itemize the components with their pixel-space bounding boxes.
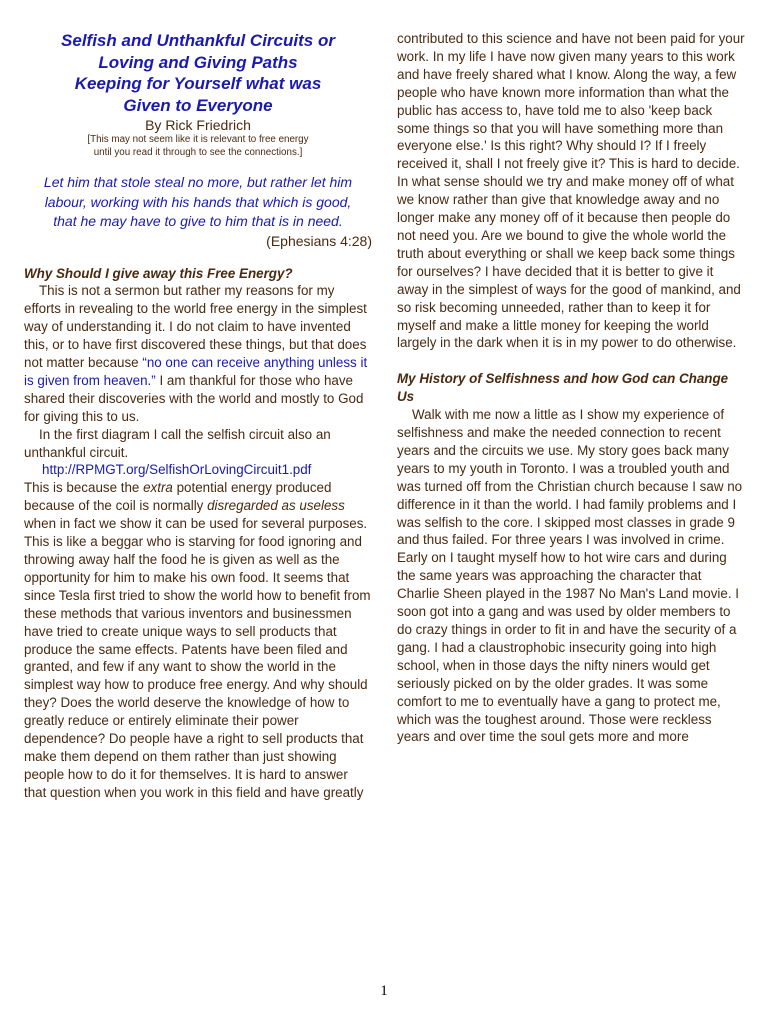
- verse-line: Let him that stole steal no more, but rather let him: [43, 174, 353, 190]
- title-line: Loving and Giving Paths: [98, 52, 298, 72]
- title-line: Keeping for Yourself what was: [74, 74, 322, 93]
- scripture-reference: (Ephesians 4:28): [266, 232, 372, 249]
- emphasis-text: disregarded as useless: [207, 498, 345, 514]
- editor-note: [24, 134, 372, 159]
- left-column: [24, 30, 372, 802]
- verse-line: that he may have to give to him that is in need.: [53, 213, 343, 229]
- paragraph-text: when in fact we show it can be used for several purposes. This is like a beggar who is starving for food ignoring and throwing away half the food he is given as well as the opportunity for him to make his own food. It seems that since Tesla first tried to show the world how to benefit from these methods that various inventors and businessmen have tried to create unique ways to sell products that produce the same effects. Patents have been filed and granted, and few if any want to show the world in the simplest way how to produce free energy. And why should they? Does the world deserve the knowledge of how to greatly reduce or entirely eliminate their power dependence? Do people have a right to sell products that make them depend on them rather than just showing people how to do it for themselves. It is hard to answer that question when you work in this field and have greatly: [24, 516, 371, 800]
- emphasis-text: extra: [143, 480, 173, 496]
- paragraph-text: This is not a sermon but rather my reasons for my efforts in revealing to the world free energy in the simplest way of understanding it. I do not claim to have invented this, or to have first discovered these things, but that does not matter because: [24, 283, 367, 371]
- paragraph-text: I am thankful for those who have shared their discoveries with the world and mostly to God for giving this to us.: [24, 372, 364, 424]
- page-number: 1: [380, 983, 388, 999]
- note-line: [This may not seem like it is relevant to free energy: [87, 134, 309, 145]
- note-line: until you read it through to see the connections.]: [93, 146, 303, 158]
- pdf-link[interactable]: http://RPMGT.org/SelfishOrLovingCircuit1.pdf: [42, 462, 312, 478]
- paragraph-text: potential energy produced because of the coil is normally: [24, 480, 332, 514]
- author-byline: By Rick Friedrich: [145, 117, 251, 133]
- paragraph-text: This is because the: [24, 480, 144, 496]
- article-title: [24, 30, 372, 116]
- right-column: [397, 30, 745, 746]
- paragraph: [24, 282, 372, 425]
- spacer: [397, 352, 745, 370]
- paragraph: In the first diagram I call the selfish circuit also an unthankful circuit.: [24, 426, 331, 460]
- title-line: Selfish and Unthankful Circuits or: [61, 31, 335, 50]
- title-line: Given to Everyone: [123, 95, 273, 115]
- section-heading: My History of Selfishness and how God can Change Us: [397, 371, 729, 405]
- scripture-verse: [24, 173, 372, 232]
- verse-line: labour, working with his hands that which is good,: [44, 193, 352, 210]
- section-heading: Why Should I give away this Free Energy?: [24, 265, 293, 281]
- quoted-scripture: “no one can receive anything unless it is given from heaven.”: [24, 355, 368, 388]
- paragraph: contributed to this science and have not been paid for your work. In my life I have now given many years to this work and have freely shared what I know. Along the way, a few people who have known more information than what the public has access to, have told me to also 'keep back some things so that you will have something more than everyone else.' Is this right? Why should I? If I freely received it, shall I not freely give it? This is hard to decide. In what sense should we try and make money off of what we know rather than give that knowledge away and no longer make any money off of it because then people do not need you. Are we bound to give the whole world the truth about everything or shall we keep back some things for ourselves? I have decided that it is better to give it away in the simplest of ways for the good of mankind, and so risk becoming unneeded, rather than to keep it for myself and make a little money for keeping the world largely in the dark when it is in my power to do otherwise.: [397, 31, 745, 351]
- paragraph: Walk with me now a little as I show my experience of selfishness and make the needed connection to recent years and the circuits we use. My story goes back many years to my youth in Toronto. I was a troubled youth and was turned off from the Christian church because I saw no difference in it than the world. I had family problems and I was selfish to the core. I skipped most classes in grade 9 and thus failed. For three years I was involved in crime. Early on I taught myself how to hot wire cars and during the same years was approaching the character that Charlie Sheen played in the 1987 No Man's Land movie. I soon got into a gang and was used by older members to do crazy things in order to fit in and have the security of a gang. I had a claustrophobic insecurity going into high school, when in those days the nifty niners would get seriously picked on by the older grades. It was some comfort to me to eventually have a gang to protect me, which was the toughest around. Those were reckless years and over time the soul gets more and more: [397, 407, 743, 745]
- paragraph: [24, 479, 372, 801]
